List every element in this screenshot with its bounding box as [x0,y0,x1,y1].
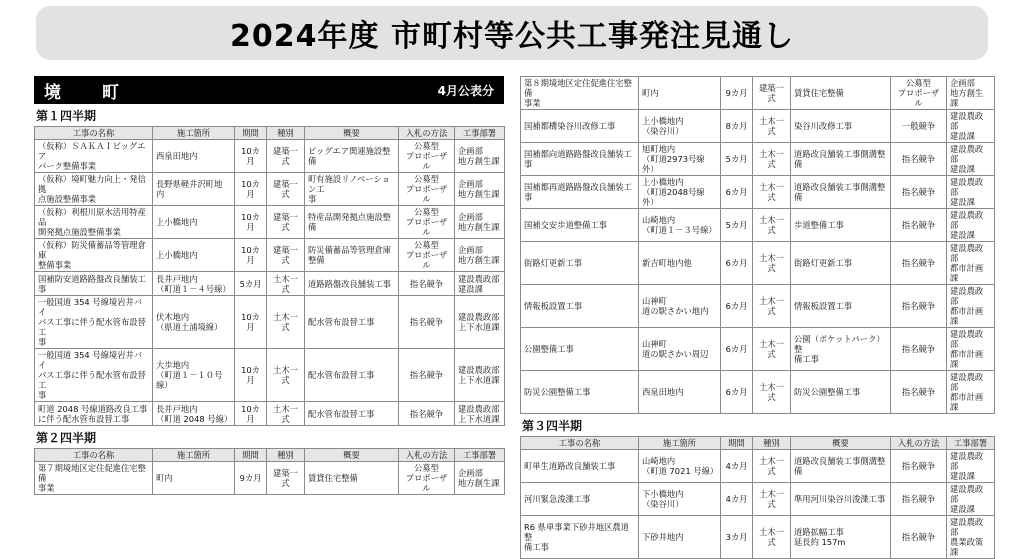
cell-location: 上小橋地内 [153,239,235,272]
cell-project-name: 町単生道路改良舗装工事 [521,450,639,483]
cell-type: 土木一式 [753,450,791,483]
cell-location: 旭町地内 （町道2973号線外） [639,143,721,176]
cell-period: 10カ月 [235,239,267,272]
cell-period: 8カ月 [721,110,753,143]
cell-type: 土木一式 [753,242,791,285]
cell-location: 上小橋地内 [153,206,235,239]
cell-bid-method: 指名競争 [399,296,455,349]
header-bid-method: 入札の方法 [399,127,455,140]
cell-bid-method: 指名競争 [891,242,947,285]
header-summary: 概要 [305,127,399,140]
cell-period: 5カ月 [235,272,267,296]
cell-period: 5カ月 [721,209,753,242]
cell-period: 10カ月 [235,402,267,426]
cell-summary: ビッグエア関連施設整備 [305,140,399,173]
cell-project-name: 情報板設置工事 [521,285,639,328]
cell-location: 大歩地内 （町道１－１０号線） [153,349,235,402]
cell-department: 建設農政部 農業政策課 [947,516,995,559]
table-row [35,402,505,426]
cell-type: 土木一式 [267,296,305,349]
cell-type: 土木一式 [267,349,305,402]
table-row [521,371,995,414]
cell-project-name: 第８期境地区定住促進住宅整備 事業 [521,77,639,110]
table-row [521,77,995,110]
cell-location: 上小橋地内 （町道2048号線外） [639,176,721,209]
cell-location: 新吉町地内他 [639,242,721,285]
cell-summary: 公園（ポケットパーク）整 備工事 [791,328,891,371]
header-summary: 概要 [791,437,891,450]
cell-project-name: 町道 2048 号線道路改良工事 に伴う配水管布設替工事 [35,402,153,426]
header-location: 施工箇所 [153,449,235,462]
cell-project-name: 街路灯更新工事 [521,242,639,285]
table-header [35,127,505,140]
cell-department: 建設農政部 建設課 [455,272,505,296]
header-period: 期間 [235,449,267,462]
header-department: 工事部署 [455,449,505,462]
header-location: 施工箇所 [153,127,235,140]
page-title: 2024年度 市町村等公共工事発注見通し [230,19,794,54]
cell-bid-method: 指名競争 [891,176,947,209]
cell-department: 建設農政部 建設課 [947,176,995,209]
cell-type: 土木一式 [753,483,791,516]
cell-type: 土木一式 [753,371,791,414]
quarter-2-title: 第２四半期 [36,431,97,445]
cell-type: 建築一式 [267,206,305,239]
header-department: 工事部署 [947,437,995,450]
cell-summary: 街路灯更新工事 [791,242,891,285]
cell-bid-method: 指名競争 [891,371,947,414]
cell-period: 4カ月 [721,483,753,516]
table-row [35,349,505,402]
cell-department: 建設農政部 建設課 [947,483,995,516]
cell-type: 土木一式 [753,516,791,559]
cell-summary: 配水管布設替工事 [305,402,399,426]
cell-summary: 道路改良舗装工事側溝整備 [791,176,891,209]
cell-location: 下小橋地内 （染谷川） [639,483,721,516]
cell-project-name: （仮称）防災備蓄品等管理倉庫 整備事業 [35,239,153,272]
announce-label: 4月公表分 [437,83,494,98]
town-name: 境 町 [44,82,131,103]
cell-bid-method: 指名競争 [399,272,455,296]
cell-project-name: 河川緊急浚渫工事 [521,483,639,516]
cell-summary: 特産品開発拠点施設整備 [305,206,399,239]
cell-summary: 町有施設リノベーション工 事 [305,173,399,206]
cell-type: 建築一式 [267,239,305,272]
cell-project-name: 国補都再道路路盤改良舗装工事 [521,176,639,209]
cell-department: 建設農政部 都市計画課 [947,242,995,285]
cell-period: 10カ月 [235,296,267,349]
cell-summary: 賃貸住宅整備 [791,77,891,110]
cell-location: 長野県軽井沢町地 内 [153,173,235,206]
cell-type: 建築一式 [267,173,305,206]
cell-project-name: 第７期境地区定住促進住宅整備 事業 [35,462,153,495]
quarter-2-table-right [520,76,995,414]
cell-department: 企画部 地方創生課 [455,140,505,173]
table-row [521,328,995,371]
cell-department: 企画部 地方創生課 [455,239,505,272]
cell-project-name: 国補交安歩道整備工事 [521,209,639,242]
cell-project-name: （仮称）境町魅力向上・発信拠 点施設整備事業 [35,173,153,206]
table-row [521,143,995,176]
table-row [521,516,995,559]
cell-period: 5カ月 [721,143,753,176]
cell-type: 建築一式 [267,140,305,173]
cell-summary: 防災公園整備工事 [791,371,891,414]
cell-location: 西泉田地内 [153,140,235,173]
table-row [35,239,505,272]
cell-period: 6カ月 [721,328,753,371]
cell-summary: 情報板設置工事 [791,285,891,328]
header-type: 種別 [267,127,305,140]
cell-bid-method: 指名競争 [891,143,947,176]
cell-department: 企画部 地方創生課 [455,173,505,206]
quarter-3-title: 第３四半期 [522,419,583,433]
cell-summary: 道路路盤改良舗装工事 [305,272,399,296]
right-column [520,76,994,559]
table-row [521,209,995,242]
cell-period: 3カ月 [721,516,753,559]
town-header [34,76,504,104]
cell-period: 10カ月 [235,173,267,206]
cell-period: 10カ月 [235,206,267,239]
cell-bid-method: 指名競争 [891,483,947,516]
header-location: 施工箇所 [639,437,721,450]
cell-bid-method: 公募型 プロポーザル [891,77,947,110]
cell-department: 建設農政部 都市計画課 [947,285,995,328]
cell-summary: 道路改良舗装工事側溝整備 [791,143,891,176]
header-summary: 概要 [305,449,399,462]
header-department: 工事部署 [455,127,505,140]
table-row [35,173,505,206]
table-row [35,272,505,296]
cell-type: 土木一式 [753,110,791,143]
header-bid-method: 入札の方法 [891,437,947,450]
cell-project-name: 一般国道 354 号線境岩井バイ パス工事に伴う配水管布設替工 事 [35,349,153,402]
header-bid-method: 入札の方法 [399,449,455,462]
cell-period: 6カ月 [721,371,753,414]
cell-summary: 染谷川改修工事 [791,110,891,143]
cell-summary: 配水管布設替工事 [305,349,399,402]
page-banner [36,6,988,60]
cell-summary: 賃貸住宅整備 [305,462,399,495]
cell-location: 伏木地内 （県道土浦境線） [153,296,235,349]
cell-type: 建築一式 [753,77,791,110]
cell-location: 西泉田地内 [639,371,721,414]
cell-summary: 準用河川染谷川浚渫工事 [791,483,891,516]
cell-type: 建築一式 [267,462,305,495]
cell-period: 9カ月 [721,77,753,110]
cell-project-name: 公園整備工事 [521,328,639,371]
cell-summary: 道路改良舗装工事側溝整備 [791,450,891,483]
table-row [35,206,505,239]
cell-period: 10カ月 [235,140,267,173]
cell-department: 建設農政部 都市計画課 [947,371,995,414]
quarter-1-table [34,126,505,426]
cell-bid-method: 指名競争 [891,328,947,371]
cell-department: 企画部 地方創生課 [455,462,505,495]
cell-location: 長井戸地内 （町道１－４号線） [153,272,235,296]
header-name: 工事の名称 [35,449,153,462]
cell-type: 土木一式 [753,176,791,209]
cell-department: 建設農政部 上下水道課 [455,349,505,402]
cell-department: 建設農政部 上下水道課 [455,296,505,349]
cell-project-name: （仮称）ＳＡＫＡＩビッグエア パーク整備事業 [35,140,153,173]
cell-type: 土木一式 [753,143,791,176]
cell-type: 土木一式 [753,285,791,328]
header-period: 期間 [235,127,267,140]
cell-location: 山崎地内 （町道１－３号線） [639,209,721,242]
cell-bid-method: 公募型 プロポーザル [399,173,455,206]
quarter-3-table [520,436,995,559]
cell-department: 建設農政部 建設課 [947,143,995,176]
cell-location: 下砂井地内 [639,516,721,559]
cell-department: 企画部 地方創生課 [947,77,995,110]
cell-bid-method: 公募型 プロポーザル [399,462,455,495]
cell-period: 4カ月 [721,450,753,483]
table-row [521,483,995,516]
cell-location: 町内 [639,77,721,110]
left-column [34,76,504,495]
cell-period: 6カ月 [721,242,753,285]
cell-period: 9カ月 [235,462,267,495]
table-row [521,176,995,209]
cell-bid-method: 指名競争 [891,285,947,328]
cell-period: 6カ月 [721,285,753,328]
header-type: 種別 [267,449,305,462]
cell-bid-method: 公募型 プロポーザル [399,206,455,239]
cell-summary: 防災備蓄品等管理倉庫整備 [305,239,399,272]
cell-period: 6カ月 [721,176,753,209]
cell-type: 土木一式 [267,272,305,296]
cell-department: 建設農政部 上下水道課 [455,402,505,426]
cell-bid-method: 指名競争 [399,402,455,426]
cell-bid-method: 公募型 プロポーザル [399,140,455,173]
cell-summary: 道路拡幅工事 延長約 157m [791,516,891,559]
cell-location: 長井戸地内 （町道 2048 号線） [153,402,235,426]
cell-summary: 配水管布設替工事 [305,296,399,349]
cell-location: 山神町 道の駅さかい地内 [639,285,721,328]
table-row [521,285,995,328]
cell-department: 企画部 地方創生課 [455,206,505,239]
cell-project-name: （仮称）利根川原水活用特産品 開発拠点施設整備事業 [35,206,153,239]
cell-location: 山神町 道の駅さかい周辺 [639,328,721,371]
cell-period: 10カ月 [235,349,267,402]
cell-project-name: 国補都構染谷川改修工事 [521,110,639,143]
table-row [35,140,505,173]
cell-department: 建設農政部 都市計画課 [947,328,995,371]
table-header [521,437,995,450]
header-name: 工事の名称 [35,127,153,140]
cell-type: 土木一式 [267,402,305,426]
table-row [521,110,995,143]
header-type: 種別 [753,437,791,450]
cell-summary: 歩道整備工事 [791,209,891,242]
cell-bid-method: 一般競争 [891,110,947,143]
cell-type: 土木一式 [753,209,791,242]
cell-bid-method: 指名競争 [891,516,947,559]
cell-bid-method: 指名競争 [891,450,947,483]
cell-project-name: 一般国道 354 号線境岩井バイ パス工事に伴う配水管布設替工 事 [35,296,153,349]
cell-department: 建設農政部 建設課 [947,209,995,242]
table-row [521,242,995,285]
cell-location: 町内 [153,462,235,495]
cell-project-name: 国補都向道路路盤改良舗装工事 [521,143,639,176]
cell-location: 上小橋地内 （染谷川） [639,110,721,143]
cell-project-name: 防災公園整備工事 [521,371,639,414]
table-row [35,296,505,349]
cell-department: 建設農政部 建設課 [947,110,995,143]
cell-bid-method: 公募型 プロポーザル [399,239,455,272]
table-header [35,449,505,462]
cell-department: 建設農政部 建設課 [947,450,995,483]
cell-location: 山崎地内 （町道 7021 号線） [639,450,721,483]
cell-project-name: R6 県単事業下砂井地区農道整 備工事 [521,516,639,559]
table-row [521,450,995,483]
quarter-2-table-left [34,448,505,495]
cell-project-name: 国補防安道路路盤改良舗装工事 [35,272,153,296]
cell-bid-method: 指名競争 [891,209,947,242]
header-name: 工事の名称 [521,437,639,450]
cell-bid-method: 指名競争 [399,349,455,402]
table-row [35,462,505,495]
quarter-1-title: 第１四半期 [36,109,97,123]
header-period: 期間 [721,437,753,450]
cell-type: 土木一式 [753,328,791,371]
